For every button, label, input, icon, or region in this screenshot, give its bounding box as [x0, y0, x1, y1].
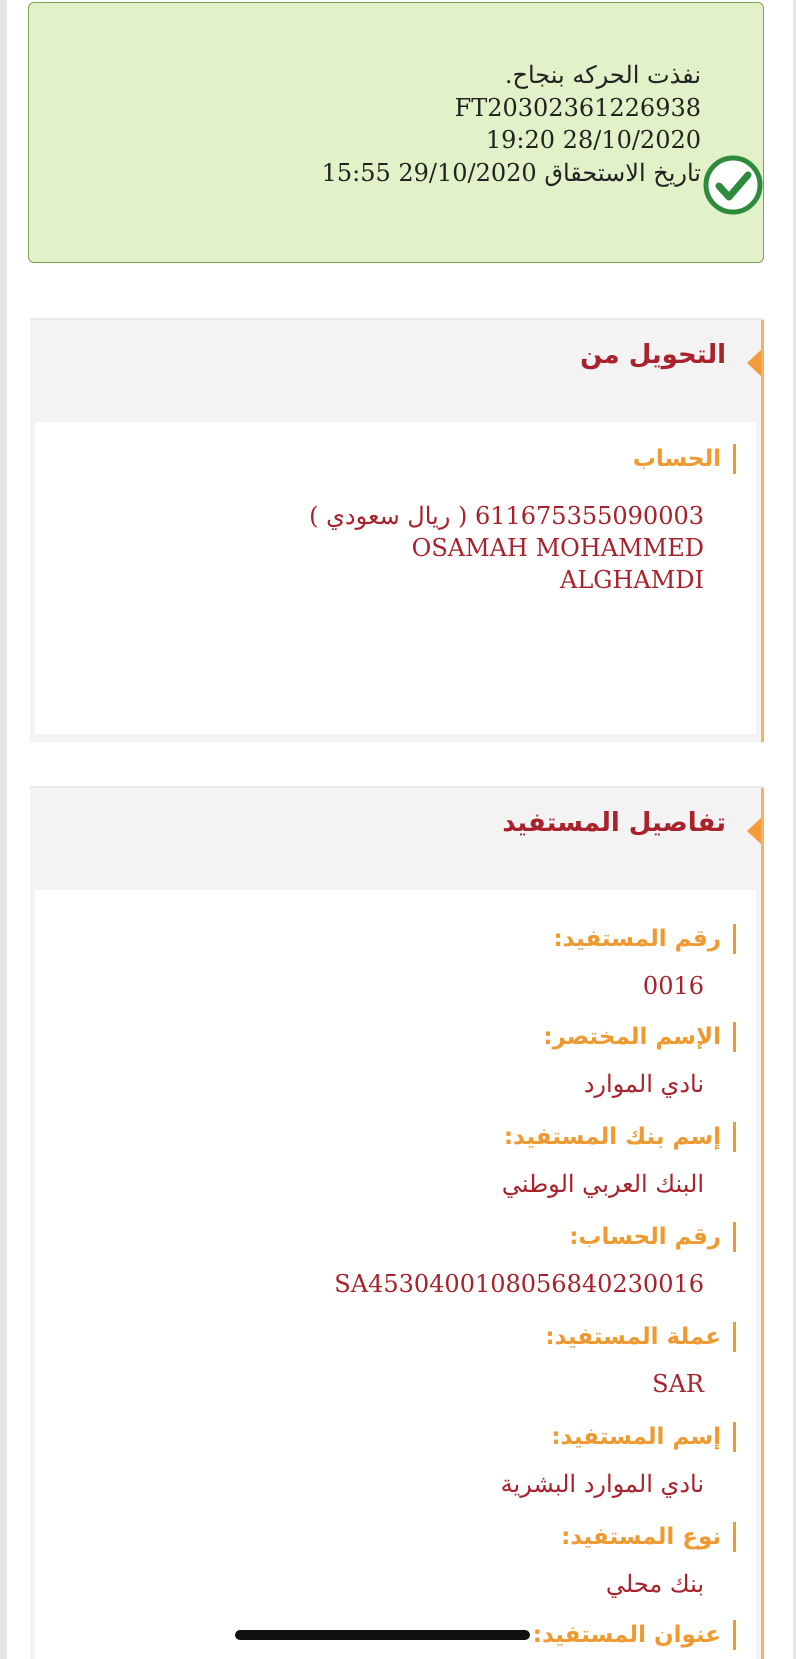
beneficiary-details-body: [35, 890, 756, 1659]
beneficiary-currency-value: SAR: [652, 1370, 704, 1398]
transfer-from-title: التحويل من: [580, 340, 726, 370]
short-name-label: الإسم المختصر:: [543, 1022, 736, 1052]
account-holder-line1: OSAMAH MOHAMMED: [411, 534, 704, 562]
beneficiary-number-value: 0016: [642, 972, 704, 1000]
panel-arrow-icon: [747, 350, 761, 376]
panel-accent-bar: [761, 788, 764, 1659]
panel-accent-bar: [761, 320, 764, 742]
beneficiary-name-value: نادي الموارد البشرية: [500, 1470, 704, 1498]
short-name-value: نادي الموارد: [583, 1070, 704, 1098]
account-number: 611675355090003 ( ريال سعودي ): [309, 502, 704, 530]
success-details: [29, 59, 701, 189]
due-date: تاريخ الاستحقاق 29/10/2020 15:55: [321, 158, 701, 187]
beneficiary-bank-label: إسم بنك المستفيد:: [504, 1122, 736, 1152]
transfer-from-body: [35, 422, 756, 734]
account-holder-line2: ALGHAMDI: [560, 566, 704, 594]
beneficiary-bank-value: البنك العربي الوطني: [501, 1170, 704, 1198]
success-message: نفذت الحركه بنجاح.: [504, 61, 701, 89]
success-message-box: [28, 2, 764, 263]
account-label: الحساب: [633, 444, 736, 474]
account-number-value: SA4530400108056840230016: [334, 1270, 704, 1298]
transaction-reference: FT20302361226938: [454, 93, 701, 122]
check-circle-icon: [701, 153, 765, 217]
beneficiary-number-label: رقم المستفيد:: [553, 924, 736, 954]
account-number-label: رقم الحساب:: [569, 1222, 736, 1252]
home-indicator[interactable]: [235, 1630, 530, 1640]
beneficiary-currency-label: عملة المستفيد:: [545, 1322, 736, 1352]
beneficiary-address-label: عنوان المستفيد:: [533, 1620, 736, 1650]
transfer-from-panel: [30, 318, 764, 742]
beneficiary-type-label: نوع المستفيد:: [561, 1522, 736, 1552]
beneficiary-type-value: بنك محلي: [605, 1570, 704, 1598]
beneficiary-details-title: تفاصيل المستفيد: [502, 808, 726, 838]
panel-arrow-icon: [747, 818, 761, 844]
beneficiary-details-panel: [30, 786, 764, 1659]
beneficiary-name-label: إسم المستفيد:: [551, 1422, 736, 1452]
left-frame: [0, 0, 7, 1659]
transaction-datetime: 19:20 28/10/2020: [485, 126, 701, 154]
